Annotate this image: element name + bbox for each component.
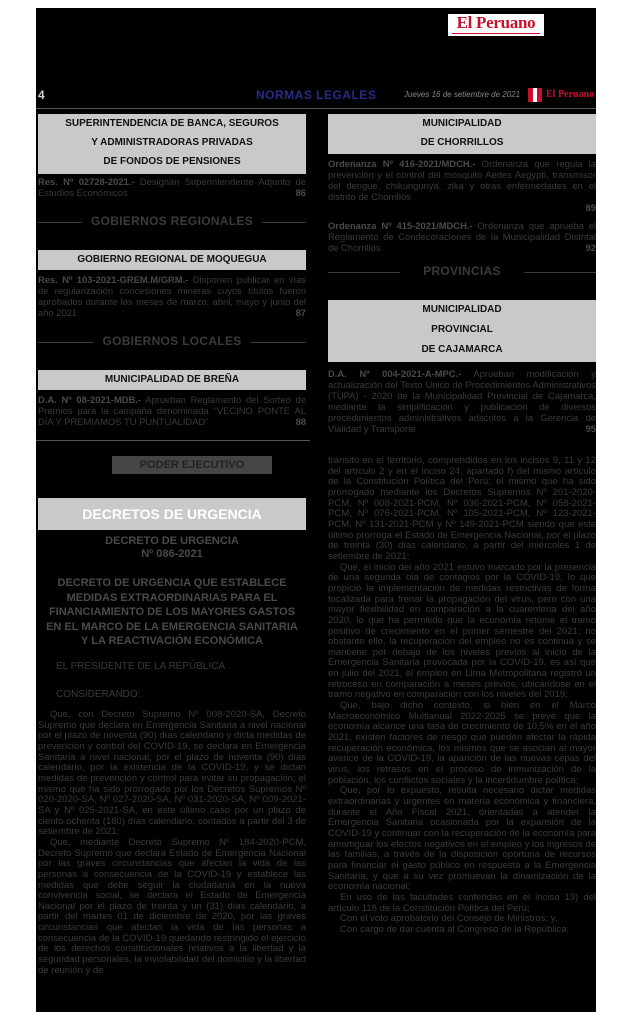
banner-text: DECRETOS DE URGENCIA	[82, 506, 262, 522]
decree-title-line-3: FINANCIAMIENTO DE LOS MAYORES GASTOS	[48, 606, 296, 618]
sbs-header-line-1: SUPERINTENDENCIA DE BANCA, SEGUROS	[65, 118, 279, 129]
poder-ejecutivo-heading	[112, 456, 272, 474]
entry-page: 89	[585, 202, 596, 213]
page-number: 4	[38, 88, 45, 102]
decree-title	[38, 576, 306, 649]
heading-rule-left	[328, 272, 400, 273]
heading-rule-right	[262, 222, 306, 223]
decree-number-line-2: Nº 086-2021	[141, 548, 203, 560]
entry-text: Aprueban Reglamento del Sorteo de Premios para la campaña denominada "VECINO PONTE AL DÍA Y PREMIAMOS TU PUNTUALIDAD"	[38, 394, 306, 427]
moquegua-box	[38, 250, 306, 270]
logo-text: El Peruano	[456, 13, 536, 32]
brena-entry	[38, 394, 306, 427]
sumario-bottom-rule	[36, 440, 310, 441]
right-column-body	[328, 456, 596, 936]
chorrillos-header-line-2: DE CHORRILLOS	[420, 137, 504, 148]
entry-text: Disponen publicar en vías de regularización concesiones mineras cuyos títulos fueron aprobados durante los meses de marzo, abril, mayo y junio del año 2021	[38, 274, 306, 318]
decree-title-line-1: DECRETO DE URGENCIA QUE ESTABLECE	[57, 577, 287, 589]
entry-text: Aprueban modificación y actualización del Texto Único de Procedimientos Administrativos (TUPA) - 2020 de la Municipalidad Provincial de Cajamarca, mediante la simplificación y publicación de diversos procedimientos administrativos adscritos a la Gerencia de Vialidad y Transporte	[328, 368, 596, 434]
considerando-label: CONSIDERANDO:	[56, 689, 141, 700]
el-peruano-logo	[448, 14, 544, 36]
entry-page: 87	[295, 307, 306, 318]
chorrillos-entry-1	[328, 158, 596, 213]
section-title: NORMAS LEGALES	[256, 88, 377, 102]
page-header-bar	[36, 84, 596, 106]
president-line: EL PRESIDENTE DE LA REPÚBLICA	[56, 661, 226, 672]
heading-rule-left	[38, 222, 82, 223]
cajamarca-header-line-2: PROVINCIAL	[431, 324, 493, 335]
gobiernos-locales-heading	[38, 334, 306, 350]
logo-rule	[452, 33, 540, 37]
gobiernos-regionales-heading	[38, 214, 306, 230]
paragraph: Que, con Decreto Supremo Nº 008-2020-SA, Decreto Supremo que declara en Emergencia Sanitaria a nivel nacional por el plazo de noventa (90) días calendario y dicta medidas de prevención y control del COVID-19, se declara en Emergencia Sanitaria a nivel nacional, por el plazo de noventa (90) días calendario, por la existencia de la COVID-19, y se dictan medidas de prevención y control para evitar su propagación; el mismo que ha sido prorrogado por los Decretos Supremos Nº 020-2020-SA, Nº 027-2020-SA, Nº 031-2020-SA, Nº 009-2021-SA y Nº 025-2021-SA, en este último caso por un plazo de ciento ochenta (180) días calendario, contados a partir del 3 de setiembre de 2021;	[38, 709, 306, 838]
paragraph: Que, el inicio del año 2021 estuvo marcado por la presencia de una segunda ola de contagios por la COVID-19, lo que propició la implementación de medidas restrictivas de forma focalizada para frenar la propagación del virus, pero con una mayor flexibilidad en comparación a la cuarentena del año 2020, lo que ha permitido que la economía retome el tramo positivo de crecimiento en el primer semestre del 2021; no obstante ello, la recuperación del empleo no es continua y se mantiene por debajo de los niveles previos al inicio de la Emergencia Sanitaria provocada por la COVID-19, es así que en julio del 2021, el empleo en Lima Metropolitana registró un retroceso en comparación a meses previos, ubicándose en el tramo negativo en comparación con los niveles del 2019;	[328, 561, 596, 701]
entry-text: Designan Superintendente Adjunto de Estudios Económicos	[38, 176, 307, 198]
poder-ejecutivo-text: PODER EJECUTIVO	[139, 459, 245, 471]
paragraph: tránsito en el territorio, comprendidos en los incisos 9, 11 y 12 del artículo 2 y en el inciso 24, apartado f) del mismo artículo de la Constitución Política del Perú; el mismo que ha sido prorrogado mediante los Decretos Supremos Nº 201-2020-PCM, Nº 008-2021-PCM, Nº 036-2021-PCM, Nº 058-2021-PCM, Nº 076-2021-PCM, Nº 105-2021-PCM, Nº 123-2021-PCM, Nº 131-2021-PCM y Nº 149-2021-PCM siendo que este último prorroga el Estado de Emergencia Nacional, por el plazo de treinta (30) días calendario, a partir del miércoles 1 de setiembre de 2021;	[328, 455, 596, 562]
chorrillos-header-box	[328, 114, 596, 154]
entry-text: Ordenanza que aprueba el Reglamento de Condecoraciones de la Municipalidad Distrital de Chorrillos	[328, 220, 596, 253]
moquegua-box-text: GOBIERNO REGIONAL DE MOQUEGUA	[77, 254, 267, 265]
issue-date: Jueves 16 de setiembre de 2021	[404, 90, 521, 99]
decree-title-line-4: EN EL MARCO DE LA EMERGENCIA SANITARIA	[46, 620, 298, 633]
entry-ref: Ordenanza Nº 415-2021/MDCH.-	[328, 220, 473, 231]
entry-page: 86	[295, 187, 306, 198]
entry-ref: Ordenanza Nº 416-2021/MDCH.-	[328, 158, 476, 169]
moquegua-entry	[38, 274, 306, 318]
sbs-header-line-3: DE FONDOS DE PENSIONES	[103, 156, 241, 167]
masthead	[36, 8, 596, 78]
heading-rule-left	[38, 342, 94, 343]
cajamarca-header-line-3: DE CAJAMARCA	[421, 344, 503, 355]
entry-page: 92	[585, 242, 596, 253]
heading-text: PROVINCIAS	[423, 264, 501, 278]
entry-page: 95	[585, 423, 596, 434]
heading-text: GOBIERNOS LOCALES	[102, 334, 242, 348]
entry-text: Ordenanza que regula la prevención y el control del mosquito Aedes Aegypti, transmisor del dengue, chikungunya, zika y otras enfermedades en el distrito de Chorrillos	[328, 158, 596, 202]
decree-number	[38, 535, 306, 561]
decree-number-line-1: DECRETO DE URGENCIA	[105, 535, 239, 547]
chorrillos-header-line-1: MUNICIPALIDAD	[422, 118, 502, 129]
brena-box-text: MUNICIPALIDAD DE BREÑA	[104, 374, 240, 385]
heading-rule-right	[250, 342, 306, 343]
paragraph: Con el voto aprobatorio del Consejo de Ministros; y,	[340, 913, 558, 925]
paragraph: En uso de las facultades conferidas en el inciso 19) del artículo 118 de la Constitución Política del Perú;	[328, 891, 596, 914]
heading-text: GOBIERNOS REGIONALES	[90, 214, 254, 228]
entry-ref: D.A. Nº 004-2021-A-MPC.-	[328, 368, 462, 379]
paragraph: Con cargo de dar cuenta al Congreso de la República;	[340, 923, 570, 935]
cajamarca-header-box	[328, 300, 596, 362]
left-column-body	[38, 710, 306, 976]
newspaper-page	[36, 8, 596, 1012]
sbs-header-line-2: Y ADMINISTRADORAS PRIVADAS	[91, 137, 253, 148]
decree-title-line-5: Y LA REACTIVACIÓN ECONÓMICA	[81, 635, 263, 647]
heading-rule-right	[524, 272, 596, 273]
header-brand: El Peruano	[546, 89, 595, 100]
paragraph: Que, bajo dicho contexto, si bien en el Marco Macroeconómico Multianual 2022-2025 se prevé que la economía alcance una tasa de crecimiento de 10,5% en el año 2021, existen factores de riesgo que pueden afectar la rápida recuperación económica, los mismos que se asocian al mayor avance de la COVID-19, la aparición de las nuevas cepas del virus, los retrasos en el proceso de inmunización de la población, los conflictos sociales y la incertidumbre política;	[328, 700, 596, 786]
paragraph: Que, por lo expuesto, resulta necesario dictar medidas extraordinarias y urgentes en materia económica y financiera, durante el Año Fiscal 2021, orientadas a atender la Emergencia Sanitaria ocasionada por la expansión de la COVID-19 y continuar con la recuperación de la economía para amortiguar los efectos negativos en el empleo y los ingresos de las familias, a través de la disposición oportuna de recursos para financiar el gasto público en respuesta a la Emergencia Sanitaria, y que a su vez promuevan la dinamización de la economía nacional;	[328, 785, 596, 893]
entry-page: 88	[295, 416, 306, 427]
sbs-entry	[38, 176, 306, 198]
decretos-urgencia-banner	[38, 498, 306, 530]
chorrillos-entry-2	[328, 220, 596, 253]
header-rule	[36, 108, 596, 109]
paragraph: Que, mediante Decreto Supremo Nº 184-2020-PCM, Decreto Supremo que declara Estado de Emergencia Nacional por las graves circunstancias que afectan la vida de las personas a consecuencia de la COVID-19 y establece las medidas que debe seguir la ciudadanía en la nueva convivencia social, se declara el Estado de Emergencia Nacional por el plazo de treinta y un (31) días calendario, a partir del martes 01 de diciembre de 2020, por las graves circunstancias que afectan la vida de las personas a consecuencia de la COVID-19 quedando restringido el ejercicio de los derechos constitucionales relativos a la libertad y la seguridad personales, la inviolabilidad del domicilio y la libertad de reunión y de	[38, 836, 306, 976]
brena-box	[38, 370, 306, 390]
provincias-heading	[328, 264, 596, 280]
cajamarca-header-line-1: MUNICIPALIDAD	[422, 304, 502, 315]
entry-ref: D.A. Nº 08-2021-MDB.-	[38, 394, 142, 405]
entry-ref: Res. Nº 02728-2021.-	[38, 176, 135, 187]
peru-flag-icon	[528, 88, 542, 102]
cajamarca-entry	[328, 368, 596, 434]
entry-ref: Res. Nº 103-2021-GREM.M/GRM.-	[38, 274, 189, 285]
sbs-header-box	[38, 114, 306, 174]
decree-title-line-2: MEDIDAS EXTRAORDINARIAS PARA EL	[66, 591, 278, 604]
